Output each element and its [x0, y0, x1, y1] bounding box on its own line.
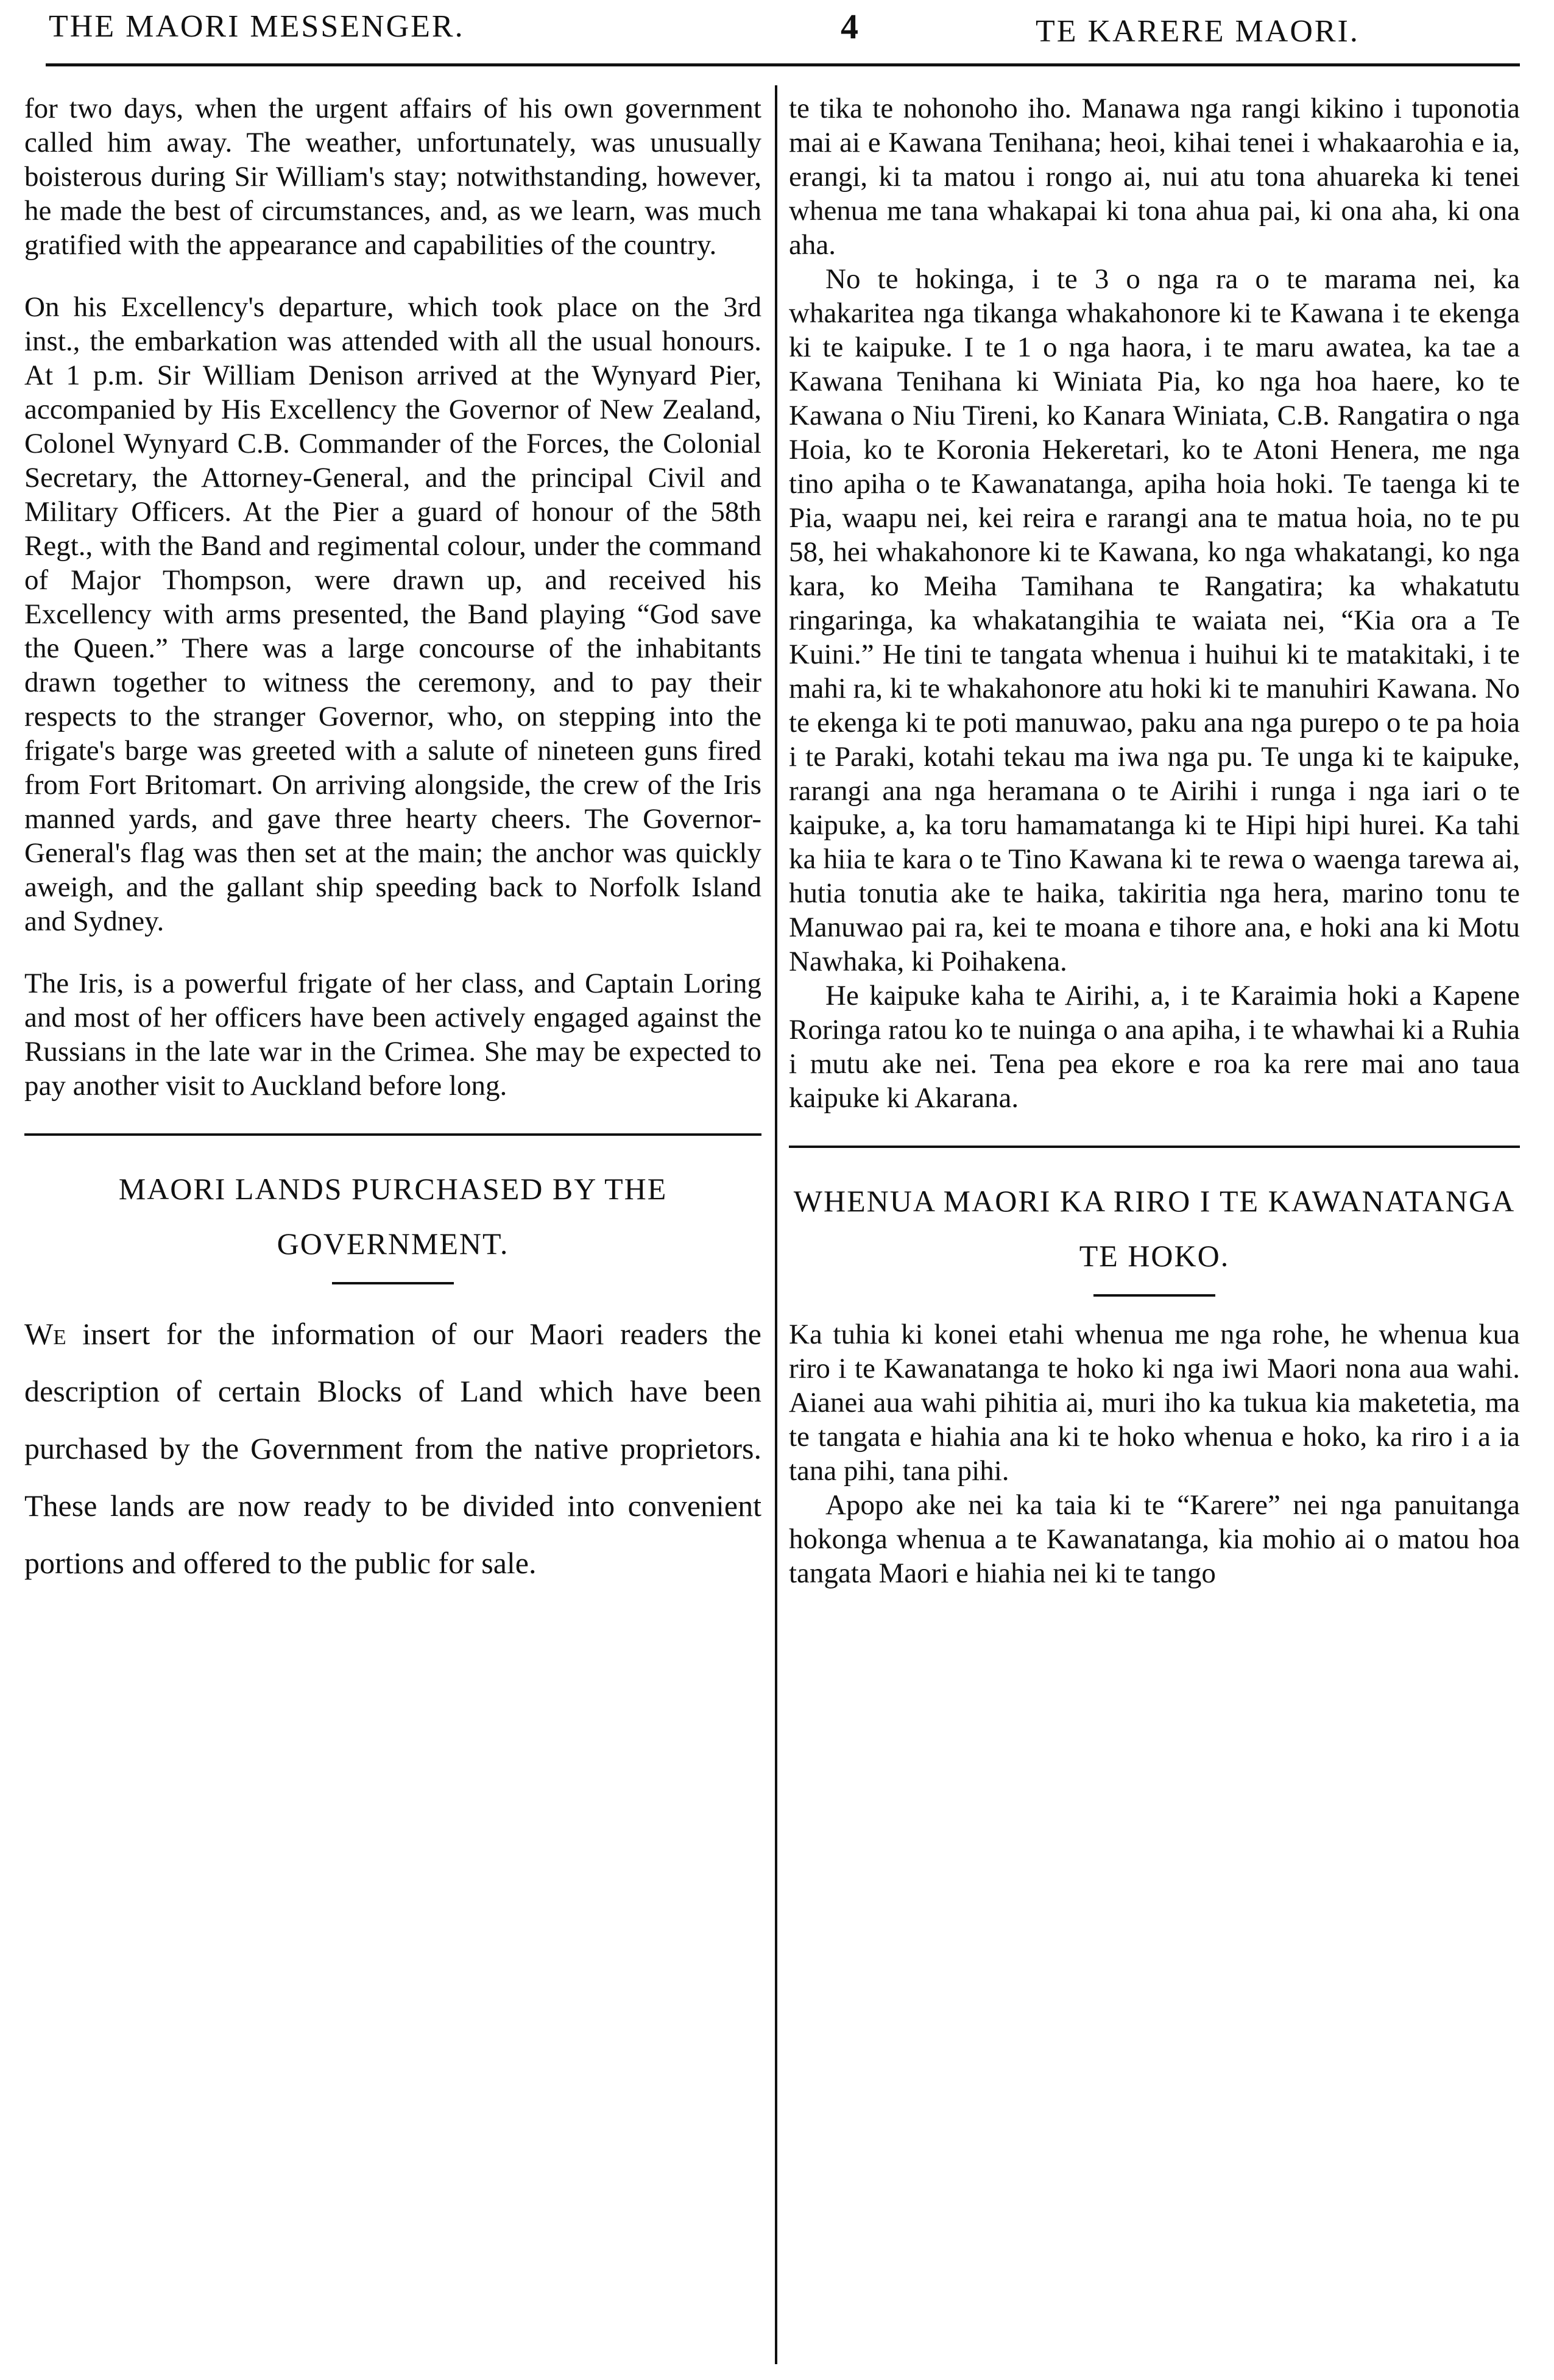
- section-paragraph-2: Apopo ake nei ka taia ki te “Karere” nei nga panuitanga hokonga whenua a te Kawanatanga, kia mohio ai o matou hoa tangata Maori e hiahia nei ki te tango: [789, 1489, 1520, 1589]
- section-paragraph-text: insert for the information of our Maori readers the description of certain Blocks of Land which have been purchased by the Government from the native proprietors. These lands are now ready to be divided into convenient portions and offered to the public for sale.: [24, 1317, 761, 1580]
- masthead-rule: [46, 63, 1520, 66]
- heading-rule: [332, 1282, 454, 1284]
- section-paragraph: [24, 1305, 761, 1592]
- english-column: [24, 91, 761, 1592]
- masthead-title-english: THE MAORI MESSENGER.: [49, 9, 465, 44]
- article-paragraph-2: On his Excellency's departure, which took place on the 3rd inst., the embarkation was attended with all the usual honours. At 1 p.m. Sir William Denison arrived at the Wynyard Pier, accompanied by His Excellency the Governor of New Zealand, Colonel Wynyard C.B. Commander of the Forces, the Colonial Secretary, the Attorney-General, and the principal Civil and Military Officers. At the Pier a guard of honour of the 58th Regt., with the Band and regimental colour, under the command of Major Thompson, were drawn up, and received his Excellency with arms presented, the Band playing “God save the Queen.” There was a large concourse of the inhabitants drawn together to witness the ceremony, and to pay their respects to the stranger Governor, who, on stepping into the frigate's barge was greeted with a salute of nineteen guns fired from Fort Britomart. On arriving alongside, the crew of the Iris manned yards, and gave three hearty cheers. The Governor-General's flag was then set at the main; the anchor was quickly aweigh, and the gallant ship speeding back to Norfolk Island and Sydney.: [24, 291, 761, 937]
- section-heading: WHENUA MAORI KA RIRO I TE KAWANATANGA TE HOKO.: [793, 1184, 1516, 1273]
- section-heading: MAORI LANDS PURCHASED BY THE GOVERNMENT.: [118, 1172, 668, 1261]
- masthead-title-maori: TE KARERE MAORI.: [1036, 14, 1360, 49]
- section-rule: [24, 1133, 761, 1136]
- masthead: [43, 9, 1529, 51]
- column-divider: [775, 85, 777, 2364]
- maori-column: [789, 91, 1520, 1590]
- section-rule: [789, 1146, 1520, 1148]
- article-paragraph-2: No te hokinga, i te 3 o nga ra o te marama nei, ka whakaritea nga tikanga whakahonore ki te Kawana i te ekenga ki te kaipuke. I te 1 o nga haora, i te maru awatea, ka tae a Kawana Tenihana ki Winiata Pia, ko nga hoa haere, ko te Kawana o Niu Tireni, ko Kanara Winiata, C.B. Rangatira o nga Hoia, ko te Koronia Hekeretari, ko te Atoni Henera, me nga tino apiha o te Kawanatanga, apiha hoia hoki. Te taenga ki te Pia, waapu nei, kei reira e rarangi ana te matua hoia, no te pu 58, hei whakahonore ki te Kawana, ko nga whakatangi, ko nga kara, ko Meiha Tamihana te Rangatira; ka whakatutu ringaringa, ka whakatangihia te waiata nei, “Kia ora a Te Kuini.” He tini te tangata whenua i huihui ki te matakitaki, i te mahi ra, ki te whakahonore atu hoki ki te manuhiri Kawana. No te ekenga ki te poti manuwao, paku ana nga purepo o te pa hoia i te Paraki, kotahi tekau ma iwa nga pu. Te unga ki te kaipuke, rarangi ana nga heramana o te Airihi i runga i nga iari o te kaipuke, a, ka toru hamamatanga ki te Hipi hipi hurei. Ka tahi ka hiia te kara o te Tino Kawana ki te rewa o waenga tarewa ai, hutia tonutia ake te haika, takiritia nga hera, marino tonu te Manuwao pai ra, kei te moana e tihore ana, e hoki ana ki Motu Nawhaka, ki Poihakena.: [789, 263, 1520, 977]
- section-dropcap: We: [24, 1317, 66, 1351]
- article-paragraph-3: The Iris, is a powerful frigate of her class, and Captain Loring and most of her officers have been actively engaged against the Russians in the late war in the Crimea. She may be expected to pay another visit to Auckland before long.: [24, 968, 761, 1102]
- article-paragraph-3: He kaipuke kaha te Airihi, a, i te Karaimia hoki a Kapene Roringa ratou ko te nuinga o ana apiha, i te whawhai ki a Ruhia i mutu ake nei. Tena pea ekore e roa ka rere mai ano taua kaipuke ki Akarana.: [789, 980, 1520, 1114]
- section-paragraph-1: Ka tuhia ki konei etahi whenua me nga rohe, he whenua kua riro i te Kawanatanga te hoko ki nga iwi Maori nona aua wahi. Aianei aua wahi pihitia ai, muri iho ka tukua kia maketetia, ma te tangata e hiahia ana ki te hoko whenua e hoko, ka riro i a ia tana pihi, tana pihi.: [789, 1319, 1520, 1487]
- heading-rule: [1093, 1294, 1215, 1297]
- article-paragraph-1: te tika te nohonoho iho. Manawa nga rangi kikino i tuponotia mai ai e Kawana Tenihana; heoi, kihai tenei i whakaarohia e ia, erangi, ki ta matou i rongo ai, nui atu tona ahuareka ki tenei whenua me tana whakapai ki tona ahua pai, ki ona aha, ki ona aha.: [789, 93, 1520, 261]
- page-number: 4: [841, 7, 858, 46]
- article-paragraph-1: for two days, when the urgent affairs of his own government called him away. The weather, unfortunately, was unusually boisterous during Sir William's stay; notwithstanding, however, he made the best of circumstances, and, as we learn, was much gratified with the appearance and capabilities of the country.: [24, 93, 761, 261]
